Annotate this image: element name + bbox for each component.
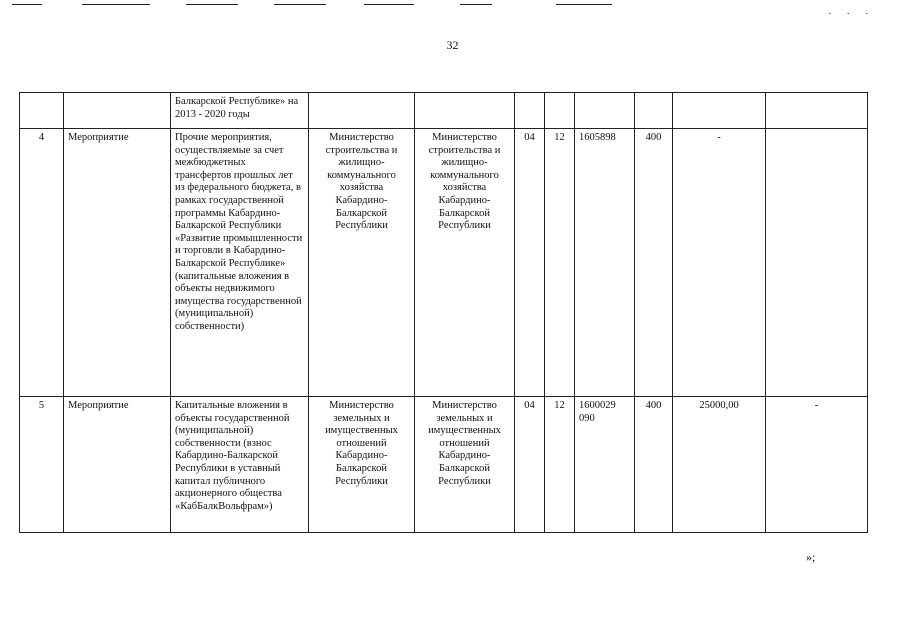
cell-csr: 1605898 [575, 129, 635, 397]
cell-pr: 12 [545, 397, 575, 533]
cell [766, 93, 868, 129]
cell-num: 5 [20, 397, 64, 533]
cell [515, 93, 545, 129]
cell-rz: 04 [515, 397, 545, 533]
cell [673, 93, 766, 129]
scan-edge-line [556, 4, 612, 5]
cell [20, 93, 64, 129]
cell-vr: 400 [635, 129, 673, 397]
scan-edge-line [12, 4, 42, 5]
cell-rz: 04 [515, 129, 545, 397]
cell-status: Мероприятие [64, 129, 171, 397]
scan-edge-line [274, 4, 326, 5]
scan-artifact-marks: · · · [828, 8, 875, 20]
closing-quote-mark: »; [806, 550, 816, 564]
scan-edge-line [186, 4, 238, 5]
page-number: 32 [446, 38, 459, 52]
cell-num: 4 [20, 129, 64, 397]
cell-name: Балкарской Республике» на 2013 - 2020 годы [171, 93, 309, 129]
cell-grbs: Министерство земельных и имущественных отношений Кабардино-Балкарской Республики [415, 397, 515, 533]
cell [415, 93, 515, 129]
cell [545, 93, 575, 129]
cell-csr: 1600029 090 [575, 397, 635, 533]
cell [309, 93, 415, 129]
scan-edge-line [460, 4, 492, 5]
cell [575, 93, 635, 129]
table-row-4 [20, 129, 868, 397]
cell-executor: Министерство строительства и жилищно-коммунального хозяйства Кабардино-Балкарской Республики [309, 129, 415, 397]
cell [64, 93, 171, 129]
cell-amount-1: - [673, 129, 766, 397]
cell-amount-2 [766, 129, 868, 397]
program-measures-table [19, 92, 868, 533]
cell-executor: Министерство земельных и имущественных отношений Кабардино-Балкарской Республики [309, 397, 415, 533]
cell-name: Капитальные вложения в объекты государственной (муниципальной) собственности (взнос Кабардино-Балкарской Республики в уставный капитал публичного акционерного общества «КабБалкВольфрам») [171, 397, 309, 533]
cell-amount-1: 25000,00 [673, 397, 766, 533]
table-row-5 [20, 397, 868, 533]
cell-name: Прочие мероприятия, осуществляемые за счет межбюджетных трансфертов прошлых лет из федерального бюджета, в рамках государственной программы Кабардино-Балкарской Республики «Развитие промышленности и торговли в Кабардино-Балкарской Республике» (капитальные вложения в объекты недвижимого имущества государственной (муниципальной) собственности) [171, 129, 309, 397]
table-row-continuation [20, 93, 868, 129]
cell [635, 93, 673, 129]
scan-edge-line [364, 4, 414, 5]
scan-edge-line [82, 4, 150, 5]
cell-amount-2: - [766, 397, 868, 533]
cell-grbs: Министерство строительства и жилищно-коммунального хозяйства Кабардино-Балкарской Республики [415, 129, 515, 397]
cell-status: Мероприятие [64, 397, 171, 533]
cell-vr: 400 [635, 397, 673, 533]
cell-pr: 12 [545, 129, 575, 397]
